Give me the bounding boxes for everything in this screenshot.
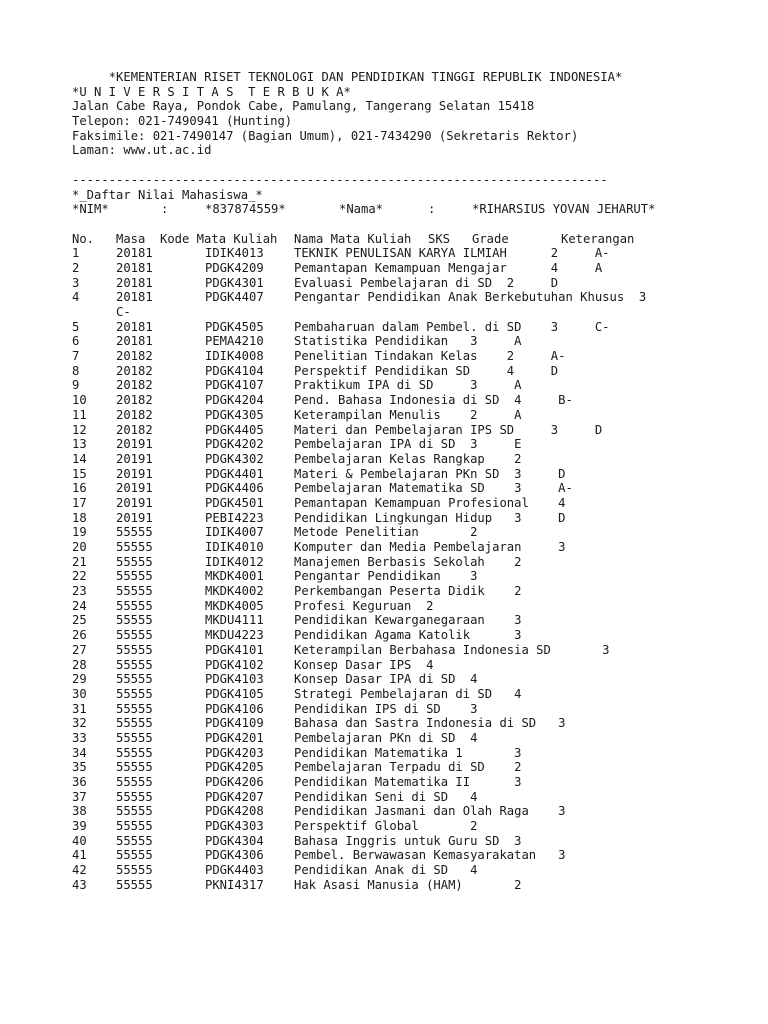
row-masa: 20191	[116, 451, 153, 466]
row-no: 19	[72, 525, 87, 540]
row-masa: 55555	[116, 804, 153, 819]
table-row	[72, 731, 762, 746]
row-course: Pendidikan Jasmani dan Olah Raga 3	[294, 804, 566, 819]
row-kode: PDGK4201	[205, 730, 264, 745]
row-masa: 55555	[116, 760, 153, 775]
table-row	[72, 790, 762, 805]
row-masa: 55555	[116, 833, 153, 848]
row-no: 40	[72, 833, 87, 848]
row-masa: 55555	[116, 657, 153, 672]
row-no: 38	[72, 804, 87, 819]
table-row	[72, 584, 762, 599]
row-course: Materi dan Pembelajaran IPS SD 3 D	[294, 422, 603, 437]
row-course: Bahasa dan Sastra Indonesia di SD 3	[294, 716, 566, 731]
row-kode: PDGK4204	[205, 393, 264, 408]
row-course: Pendidikan IPS di SD 3	[294, 701, 478, 716]
row-course: Pendidikan Kewarganegaraan 3	[294, 613, 522, 628]
table-row	[72, 775, 762, 790]
row-course: Pembelajaran Terpadu di SD 2	[294, 760, 522, 775]
row-masa: 20181	[116, 334, 153, 349]
row-kode: PEBI4223	[205, 510, 264, 525]
row-course: Pembelajaran Matematika SD 3 A-	[294, 481, 573, 496]
row-kode: PDGK4104	[205, 363, 264, 378]
table-row	[72, 540, 762, 555]
row-kode: PDGK4305	[205, 407, 264, 422]
row-no: 27	[72, 642, 87, 657]
table-row	[72, 819, 762, 834]
row-course: Perspektif Global 2	[294, 819, 478, 834]
fax-line: Faksimile: 021-7490147 (Bagian Umum), 021-7434290 (Sekretaris Rektor)	[72, 128, 579, 143]
table-row	[72, 569, 762, 584]
row-no: 42	[72, 863, 87, 878]
row-no: 3	[72, 275, 80, 290]
university-name: *U N I V E R S I T A S T E R B U K A*	[72, 84, 351, 99]
table-row	[72, 672, 762, 687]
row-course: Pembel. Berwawasan Kemasyarakatan 3	[294, 848, 566, 863]
row-masa: 55555	[116, 628, 153, 643]
table-row	[72, 481, 762, 496]
table-row	[72, 261, 762, 276]
row-course: TEKNIK PENULISAN KARYA ILMIAH 2 A-	[294, 246, 610, 261]
row-course: Strategi Pembelajaran di SD 4	[294, 686, 522, 701]
table-row	[72, 878, 762, 893]
row-no: 8	[72, 363, 80, 378]
table-row	[72, 320, 762, 335]
row-no: 20	[72, 540, 87, 554]
row-no: 11	[72, 407, 87, 422]
row-course: Manajemen Berbasis Sekolah 2	[294, 554, 522, 569]
row-no: 2	[72, 260, 80, 275]
row-course: Statistika Pendidikan 3 A	[294, 334, 522, 349]
header-masa: Masa	[116, 231, 146, 246]
document-title: *_Daftar Nilai Mahasiswa_*	[72, 187, 263, 202]
row-masa: 55555	[116, 642, 153, 657]
row-masa: 55555	[116, 598, 153, 613]
row-no: 15	[72, 466, 87, 481]
row-masa: 20181	[116, 275, 153, 290]
row-no: 24	[72, 598, 87, 613]
table-row	[72, 716, 762, 731]
table-row	[72, 525, 762, 540]
row-kode: PDGK4505	[205, 319, 264, 334]
row-no: 23	[72, 584, 87, 599]
row-course: Pendidikan Seni di SD 4	[294, 789, 478, 804]
row-no: 12	[72, 422, 87, 437]
row-masa: 55555	[116, 745, 153, 760]
table-row	[72, 555, 762, 570]
row-course: Perspektif Pendidikan SD 4 D	[294, 363, 559, 378]
header-no: No.	[72, 231, 95, 246]
row-kode: PDGK4102	[205, 657, 264, 672]
row-kode: PDGK4109	[205, 716, 264, 731]
row-kode: MKDK4002	[205, 584, 264, 599]
row-course: Pemantapan Kemampuan Mengajar 4 A	[294, 260, 603, 275]
row-kode: PDGK4208	[205, 804, 264, 819]
row-masa: 55555	[116, 730, 153, 745]
row-course: Komputer dan Media Pembelajaran 3	[294, 540, 566, 554]
row-masa: 55555	[116, 863, 153, 878]
grade-table	[72, 246, 762, 892]
header-nama: Nama Mata Kuliah	[294, 231, 412, 246]
nama-value: *RIHARSIUS YOVAN JEHARUT*	[472, 202, 656, 217]
row-masa: 20181	[116, 260, 153, 275]
row-masa: 55555	[116, 540, 153, 554]
row-kode: PDGK4406	[205, 481, 264, 496]
nama-separator: :	[428, 202, 436, 217]
row-masa: 55555	[116, 613, 153, 628]
row-masa: 20182	[116, 407, 153, 422]
table-row	[72, 804, 762, 819]
table-row	[72, 628, 762, 643]
row-masa: 55555	[116, 819, 153, 834]
table-row	[72, 746, 762, 761]
row-course: Pend. Bahasa Indonesia di SD 4 B-	[294, 393, 573, 408]
table-row	[72, 349, 762, 364]
row-masa: 20182	[116, 422, 153, 437]
grade-document	[72, 70, 762, 893]
row-no: 25	[72, 613, 87, 628]
row-masa: 20182	[116, 378, 153, 393]
row-course: Konsep Dasar IPS 4	[294, 657, 434, 672]
row-kode: PDGK4207	[205, 789, 264, 804]
table-row	[72, 511, 762, 526]
row-course: Pembelajaran IPA di SD 3 E	[294, 437, 522, 452]
row-masa: 20182	[116, 363, 153, 378]
website-line: Laman: www.ut.ac.id	[72, 143, 212, 158]
row-masa: 20182	[116, 393, 153, 408]
row-no: 36	[72, 775, 87, 789]
row-masa: 55555	[116, 716, 153, 731]
header-grade: Grade	[472, 231, 509, 246]
row-kode: IDIK4013	[205, 246, 264, 261]
table-row	[72, 658, 762, 673]
row-course: Pendidikan Anak di SD 4	[294, 863, 478, 878]
row-kode: IDIK4012	[205, 554, 264, 569]
row-course: Pemantapan Kemampuan Profesional 4	[294, 495, 566, 510]
row-course: Pembaharuan dalam Pembel. di SD 3 C-	[294, 319, 610, 334]
row-masa: 55555	[116, 701, 153, 716]
row-kode: MKDU4223	[205, 628, 264, 643]
row-masa: 55555	[116, 848, 153, 863]
row-kode: PDGK4101	[205, 642, 264, 657]
row-no: 30	[72, 686, 87, 701]
row-masa: 20191	[116, 495, 153, 510]
row-kode: IDIK4008	[205, 349, 264, 364]
row-course: Pendidikan Agama Katolik 3	[294, 628, 522, 643]
row-kode: PDGK4501	[205, 495, 264, 510]
table-row	[72, 364, 762, 379]
row-no: 7	[72, 349, 80, 364]
table-row	[72, 334, 762, 349]
table-row	[72, 408, 762, 423]
row-no: 37	[72, 789, 87, 804]
row-masa: 55555	[116, 525, 153, 540]
row-course: Praktikum IPA di SD 3 A	[294, 378, 522, 393]
row-no: 31	[72, 701, 87, 716]
table-row	[72, 437, 762, 452]
row-kode: PEMA4210	[205, 334, 264, 349]
row-no: 16	[72, 481, 87, 496]
row-no: 32	[72, 716, 87, 731]
row-kode: PDGK4401	[205, 466, 264, 481]
nim-separator: :	[161, 202, 169, 217]
row-kode: PKNI4317	[205, 877, 264, 892]
row-no: 9	[72, 378, 80, 393]
table-row	[72, 378, 762, 393]
row-kode: PDGK4205	[205, 760, 264, 775]
row-kode: PDGK4302	[205, 451, 264, 466]
row-no: 34	[72, 745, 87, 760]
row-masa: 20191	[116, 510, 153, 525]
row-kode: PDGK4202	[205, 437, 264, 452]
table-row	[72, 834, 762, 849]
student-info	[72, 202, 762, 217]
row-kode: PDGK4203	[205, 745, 264, 760]
table-row	[72, 246, 762, 261]
row-kode: PDGK4407	[205, 290, 264, 305]
row-no: 43	[72, 877, 87, 892]
row-kode: PDGK4304	[205, 833, 264, 848]
table-row	[72, 496, 762, 511]
table-header	[72, 232, 762, 247]
row-kode: PDGK4306	[205, 848, 264, 863]
row-kode: MKDK4001	[205, 569, 264, 584]
row-course: Keterampilan Berbahasa Indonesia SD 3	[294, 642, 610, 657]
ministry-line: *KEMENTERIAN RISET TEKNOLOGI DAN PENDIDIKAN TINGGI REPUBLIK INDONESIA*	[72, 70, 623, 84]
row-masa: 55555	[116, 569, 153, 584]
row-no: 17	[72, 495, 87, 510]
row-no: 4	[72, 290, 80, 305]
row-masa: 20181	[116, 290, 153, 305]
table-row	[72, 687, 762, 702]
row-kode: PDGK4403	[205, 863, 264, 878]
row-course: Pengantar Pendidikan Anak Berkebutuhan Khusus 3	[294, 290, 647, 305]
row-course: Materi & Pembelajaran PKn SD 3 D	[294, 466, 566, 481]
row-kode: PDGK4206	[205, 775, 264, 789]
address-line: Jalan Cabe Raya, Pondok Cabe, Pamulang, Tangerang Selatan 15418	[72, 99, 535, 114]
header-sks: SKS	[428, 231, 451, 246]
row-kode: MKDU4111	[205, 613, 264, 628]
header-keterangan: Keterangan	[561, 231, 635, 246]
row-course: Konsep Dasar IPA di SD 4	[294, 672, 478, 687]
table-row	[72, 863, 762, 878]
row-course: Pembelajaran Kelas Rangkap 2	[294, 451, 522, 466]
row-course: Pengantar Pendidikan 3	[294, 569, 478, 584]
table-row	[72, 276, 762, 291]
table-row	[72, 613, 762, 628]
row-course: Evaluasi Pembelajaran di SD 2 D	[294, 275, 559, 290]
row-no: 14	[72, 451, 87, 466]
row-kode: PDGK4103	[205, 672, 264, 687]
row-kode: PDGK4303	[205, 819, 264, 834]
table-row	[72, 643, 762, 658]
row-no: 22	[72, 569, 87, 584]
row-course: Pendidikan Matematika 1 3	[294, 745, 522, 760]
row-no: 39	[72, 819, 87, 834]
row-masa: 55555	[116, 672, 153, 687]
row-continuation: C-	[116, 305, 131, 319]
row-masa: 55555	[116, 877, 153, 892]
row-no: 28	[72, 657, 87, 672]
row-kode: IDIK4010	[205, 540, 264, 554]
table-row	[72, 848, 762, 863]
row-masa: 20181	[116, 319, 153, 334]
phone-line: Telepon: 021-7490941 (Hunting)	[72, 114, 293, 129]
row-course: Profesi Keguruan 2	[294, 598, 434, 613]
table-row	[72, 599, 762, 614]
row-masa: 20191	[116, 466, 153, 481]
nama-label: *Nama*	[339, 202, 384, 217]
row-course: Perkembangan Peserta Didik 2	[294, 584, 522, 599]
row-masa: 20191	[116, 481, 153, 496]
row-no: 35	[72, 760, 87, 775]
header-kode: Kode Mata Kuliah	[160, 231, 278, 246]
table-row	[72, 702, 762, 717]
row-course: Hak Asasi Manusia (HAM) 2	[294, 877, 522, 892]
table-row	[72, 393, 762, 408]
row-course: Metode Penelitian 2	[294, 525, 478, 540]
row-course: Keterampilan Menulis 2 A	[294, 407, 522, 422]
row-masa: 20191	[116, 437, 153, 452]
row-kode: IDIK4007	[205, 525, 264, 540]
row-no: 41	[72, 848, 87, 863]
row-no: 10	[72, 393, 87, 408]
row-no: 21	[72, 554, 87, 569]
row-masa: 55555	[116, 584, 153, 599]
row-no: 33	[72, 730, 87, 745]
row-no: 29	[72, 672, 87, 687]
row-no: 26	[72, 628, 87, 643]
table-row	[72, 452, 762, 467]
row-course: Penelitian Tindakan Kelas 2 A-	[294, 349, 566, 364]
row-kode: PDGK4405	[205, 422, 264, 437]
row-kode: PDGK4301	[205, 275, 264, 290]
row-no: 6	[72, 334, 80, 349]
row-masa: 55555	[116, 789, 153, 804]
separator-line: -------------------------------------------------------------------------	[72, 172, 608, 187]
row-kode: PDGK4105	[205, 686, 264, 701]
row-kode: PDGK4107	[205, 378, 264, 393]
row-no: 1	[72, 246, 80, 261]
table-row	[72, 760, 762, 775]
row-course: Pendidikan Lingkungan Hidup 3 D	[294, 510, 566, 525]
row-masa: 20182	[116, 349, 153, 364]
row-no: 13	[72, 437, 87, 452]
row-course: Pembelajaran PKn di SD 4	[294, 730, 478, 745]
row-course: Bahasa Inggris untuk Guru SD 3	[294, 833, 522, 848]
table-row	[72, 290, 762, 305]
row-course: Pendidikan Matematika II 3	[294, 775, 522, 789]
table-row	[72, 423, 762, 438]
row-kode: PDGK4209	[205, 260, 264, 275]
row-masa: 55555	[116, 775, 153, 789]
row-masa: 55555	[116, 554, 153, 569]
row-no: 5	[72, 319, 80, 334]
table-row	[72, 467, 762, 482]
row-no: 18	[72, 510, 87, 525]
row-masa: 55555	[116, 686, 153, 701]
row-kode: MKDK4005	[205, 598, 264, 613]
row-masa: 20181	[116, 246, 153, 261]
nim-value: *837874559*	[205, 202, 286, 217]
row-kode: PDGK4106	[205, 701, 264, 716]
nim-label: *NIM*	[72, 202, 109, 217]
